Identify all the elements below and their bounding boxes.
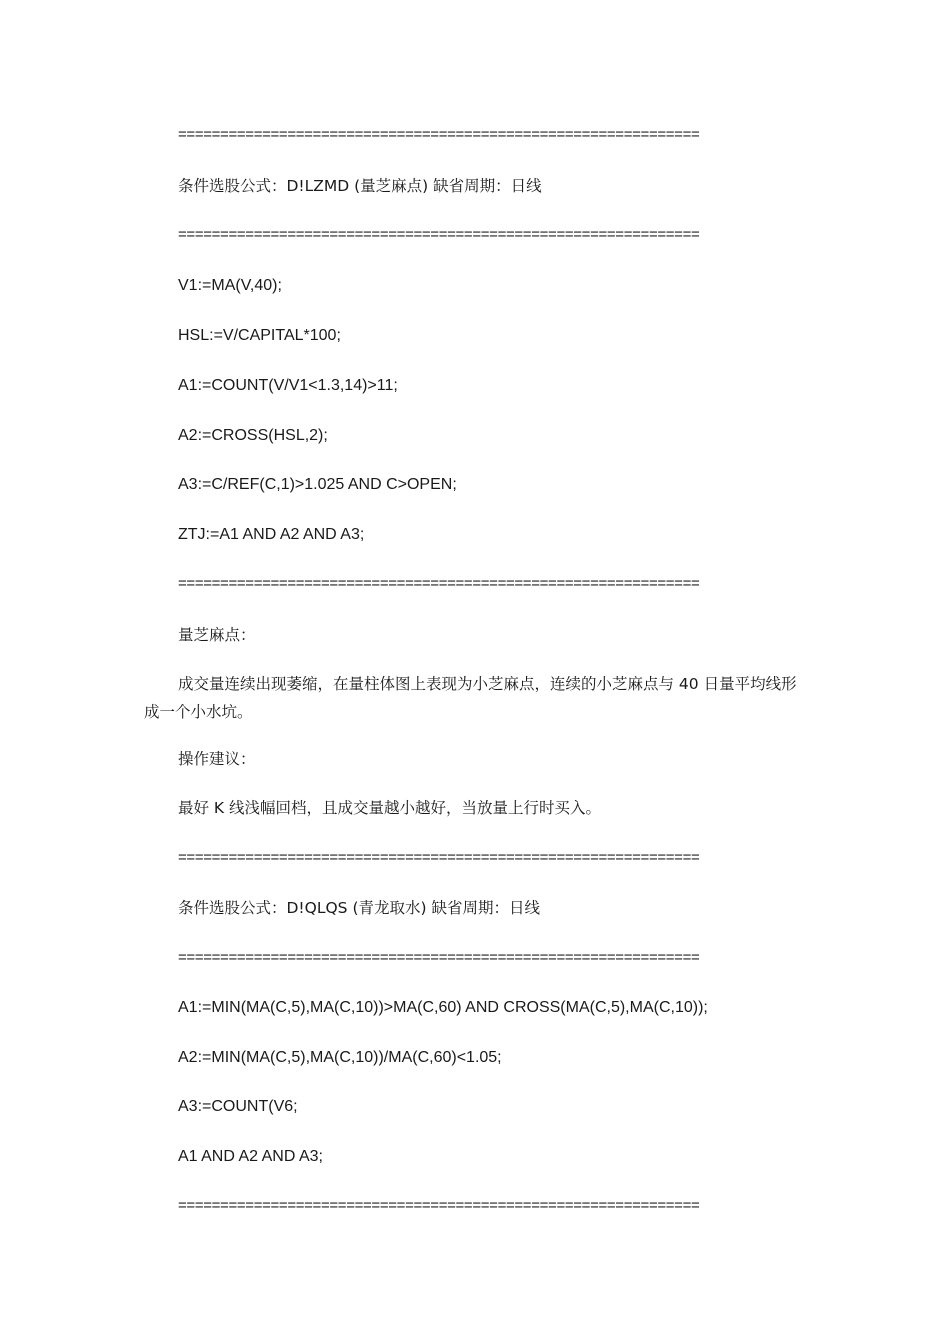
formula-line: A1 AND A2 AND A3; (178, 1148, 323, 1165)
separator-line: ============================================================== (178, 226, 700, 243)
formula-line: A2:=MIN(MA(C,5),MA(C,10))/MA(C,60)<1.05; (178, 1049, 502, 1066)
formula-header-lzmd: 条件选股公式：D!LZMD (量芝麻点) 缺省周期：日线 (178, 177, 542, 195)
separator-line: ============================================================== (178, 849, 700, 866)
description-title: 量芝麻点： (178, 626, 256, 644)
formula-line: ZTJ:=A1 AND A2 AND A3; (178, 526, 365, 543)
formula-line: A3:=COUNT(V6; (178, 1098, 298, 1115)
description-paragraph: 成交量连续出现萎缩，在量柱体图上表现为小芝麻点，连续的小芝麻点与 40 日量平均线形成一个小水坑。 (144, 675, 797, 721)
formula-line: V1:=MA(V,40); (178, 277, 282, 294)
formula-line: A1:=MIN(MA(C,5),MA(C,10))>MA(C,60) AND CROSS(MA(C,5),MA(C,10)); (178, 999, 708, 1016)
formula-header-qlqs: 条件选股公式：D!QLQS (青龙取水) 缺省周期：日线 (178, 899, 540, 917)
separator-line: ============================================================== (178, 949, 700, 966)
formula-line: HSL:=V/CAPITAL*100; (178, 327, 341, 344)
separator-line: ============================================================== (178, 126, 700, 143)
formula-line: A2:=CROSS(HSL,2); (178, 427, 328, 444)
advice-title: 操作建议： (178, 750, 256, 768)
advice-paragraph: 最好 K 线浅幅回档，且成交量越小越好，当放量上行时买入。 (178, 799, 602, 817)
separator-line: ============================================================== (178, 575, 700, 592)
formula-line: A3:=C/REF(C,1)>1.025 AND C>OPEN; (178, 476, 457, 493)
separator-line: ============================================================== (178, 1197, 700, 1214)
formula-line: A1:=COUNT(V/V1<1.3,14)>11; (178, 377, 398, 394)
